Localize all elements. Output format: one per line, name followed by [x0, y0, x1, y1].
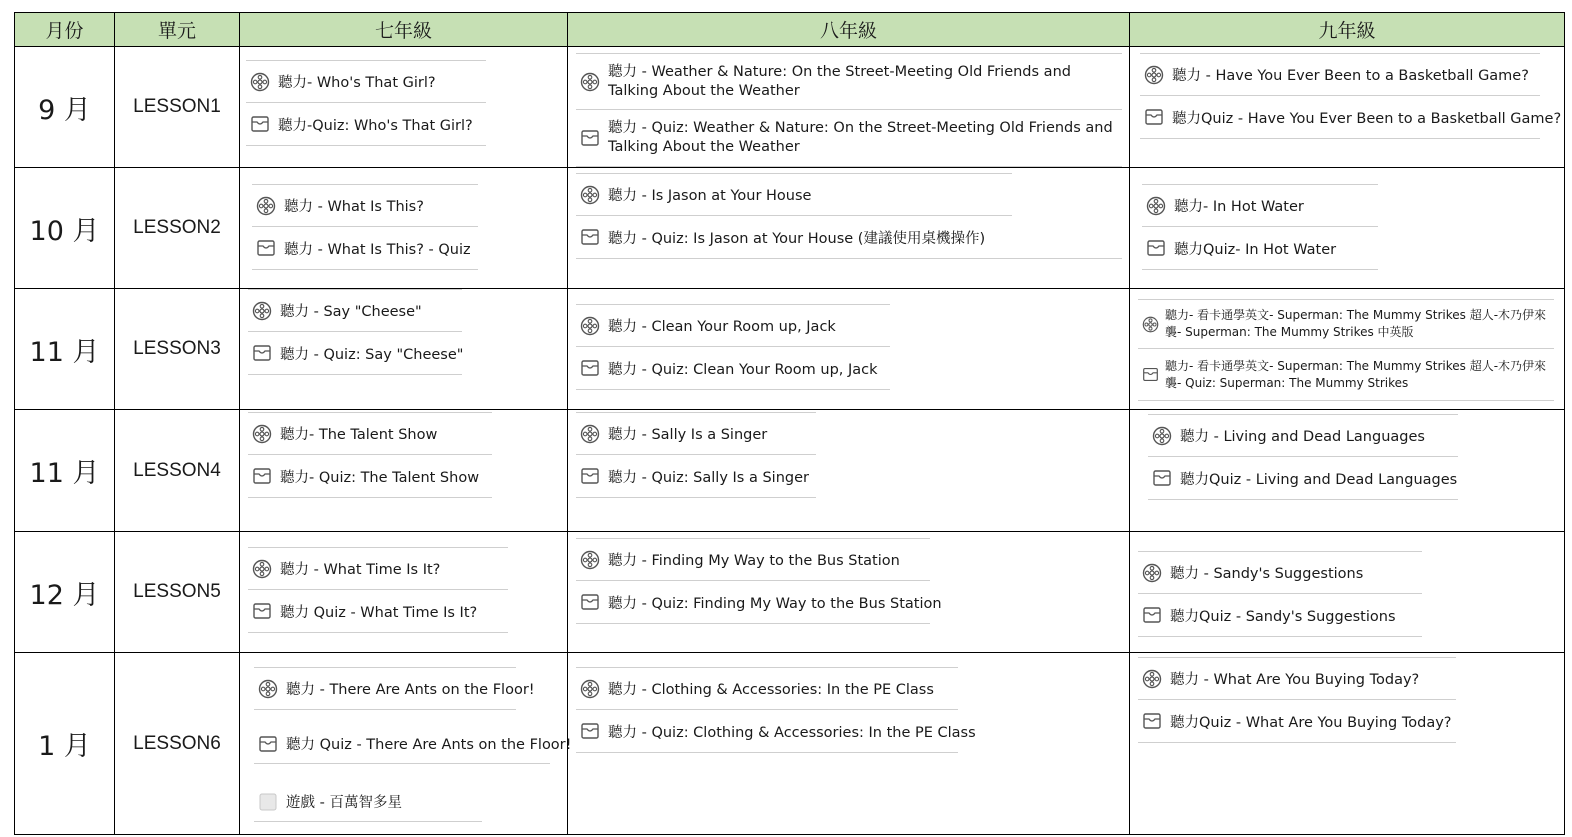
quiz-activity-link[interactable] — [576, 455, 816, 498]
inbox-tray-icon — [580, 592, 600, 612]
activity-label: 聽力Quiz - What Are You Buying Today? — [1170, 714, 1452, 731]
inbox-tray-icon — [580, 227, 600, 247]
listening-activity-link[interactable] — [576, 53, 1122, 110]
film-reel-icon — [580, 72, 600, 92]
grade-cell-g8 — [568, 653, 1130, 835]
header-unit: 單元 — [115, 13, 240, 47]
film-reel-icon — [580, 424, 600, 444]
inbox-tray-icon — [580, 128, 600, 148]
film-reel-icon — [580, 316, 600, 336]
inbox-tray-icon — [1146, 238, 1166, 258]
schedule-row — [15, 47, 1565, 168]
film-reel-icon — [252, 424, 272, 444]
inbox-tray-icon — [252, 343, 272, 363]
month-cell: 11 月 — [15, 410, 115, 532]
grade-cell-g9 — [1130, 47, 1565, 168]
listening-activity-link[interactable] — [254, 667, 535, 710]
activity-label: 聽力Quiz - Have You Ever Been to a Basketball Game? — [1172, 110, 1562, 127]
grade-cell-g7 — [240, 47, 568, 168]
header-grade8: 八年級 — [568, 13, 1130, 47]
activity-label: 聽力 - Have You Ever Been to a Basketball Game? — [1172, 68, 1529, 84]
activity-label: 聽力- Who's That Girl? — [278, 75, 436, 91]
activity-label: 聽力 - What Are You Buying Today? — [1170, 672, 1420, 688]
quiz-activity-link[interactable] — [248, 455, 492, 498]
activity-label: 聽力- The Talent Show — [280, 427, 438, 443]
grade-cell-g7 — [240, 410, 568, 532]
quiz-activity-link[interactable] — [1140, 96, 1562, 139]
quiz-activity-link[interactable] — [576, 581, 942, 624]
activity-label: 聽力- 看卡通學英文- Superman: The Mummy Strikes 超人-木乃伊來襲- Quiz: Superman: The Mummy Strikes — [1165, 358, 1547, 390]
schedule-row — [15, 410, 1565, 532]
header-month: 月份 — [15, 13, 115, 47]
activity-label: 聽力 - Quiz: Clean Your Room up, Jack — [608, 361, 878, 378]
quiz-activity-link[interactable] — [252, 227, 478, 270]
inbox-tray-icon — [1142, 605, 1162, 625]
activity-label: 聽力 - Quiz: Sally Is a Singer — [608, 469, 809, 486]
listening-activity-link[interactable] — [576, 538, 930, 581]
grade-cell-g9 — [1130, 653, 1565, 835]
grade-cell-g8 — [568, 168, 1130, 289]
activity-label: 聽力 - Sandy's Suggestions — [1170, 566, 1364, 582]
lesson-cell: LESSON2 — [115, 168, 240, 289]
film-reel-icon — [252, 301, 272, 321]
grade-cell-g8 — [568, 47, 1130, 168]
activity-label: 聽力 - Living and Dead Languages — [1180, 429, 1425, 445]
quiz-activity-link[interactable] — [576, 710, 976, 753]
listening-activity-link[interactable] — [248, 412, 492, 455]
inbox-tray-icon — [1144, 107, 1164, 127]
activity-label: 聽力- 看卡通學英文- Superman: The Mummy Strikes 超人-木乃伊來襲- Superman: The Mummy Strikes 中英版 — [1165, 308, 1547, 339]
activity-label: 聽力Quiz - Living and Dead Languages — [1180, 471, 1458, 488]
schedule-row — [15, 168, 1565, 289]
lesson-cell: LESSON4 — [115, 410, 240, 532]
lesson-cell: LESSON6 — [115, 653, 240, 835]
quiz-activity-link[interactable] — [1138, 349, 1554, 401]
listening-activity-link[interactable] — [252, 184, 478, 227]
activity-label: 聽力- In Hot Water — [1174, 199, 1304, 215]
listening-activity-link[interactable] — [246, 60, 486, 103]
activity-label: 聽力- Quiz: The Talent Show — [280, 469, 480, 486]
activity-label: 聽力 - Quiz: Say "Cheese" — [280, 346, 464, 363]
activity-label: 聽力 - Clothing & Accessories: In the PE Class — [608, 682, 934, 698]
quiz-activity-link[interactable] — [1142, 227, 1378, 270]
inbox-tray-icon — [1142, 366, 1159, 383]
listening-activity-link[interactable] — [248, 547, 508, 590]
listening-activity-link[interactable] — [576, 412, 816, 455]
activity-label: 聽力 Quiz - What Time Is It? — [280, 604, 478, 621]
inbox-tray-icon — [256, 238, 276, 258]
inbox-tray-icon — [580, 466, 600, 486]
listening-activity-link[interactable] — [576, 667, 958, 710]
lesson-cell: LESSON3 — [115, 289, 240, 410]
month-cell: 11 月 — [15, 289, 115, 410]
schedule-row — [15, 289, 1565, 410]
grade-cell-g9 — [1130, 532, 1565, 653]
grade-cell-g8 — [568, 532, 1130, 653]
film-reel-icon — [1142, 316, 1159, 333]
curriculum-table — [14, 12, 1565, 835]
inbox-tray-icon — [258, 734, 278, 754]
grade-cell-g7 — [240, 532, 568, 653]
inbox-tray-icon — [580, 358, 600, 378]
lesson-cell: LESSON5 — [115, 532, 240, 653]
grade-cell-g7 — [240, 289, 568, 410]
game-activity-link[interactable] — [254, 782, 482, 822]
activity-label: 聽力 - Quiz: Clothing & Accessories: In the PE Class — [608, 724, 976, 741]
film-reel-icon — [250, 72, 270, 92]
month-cell: 10 月 — [15, 168, 115, 289]
grade-cell-g8 — [568, 289, 1130, 410]
quiz-activity-link[interactable] — [246, 103, 486, 146]
film-reel-icon — [580, 550, 600, 570]
quiz-activity-link[interactable] — [248, 332, 462, 375]
month-cell: 1 月 — [15, 653, 115, 835]
grade-cell-g9 — [1130, 168, 1565, 289]
film-reel-icon — [1142, 669, 1162, 689]
grade-cell-g9 — [1130, 289, 1565, 410]
activity-label: 聽力Quiz- In Hot Water — [1174, 241, 1337, 258]
quiz-activity-link[interactable] — [1148, 457, 1458, 500]
quiz-activity-link[interactable] — [576, 347, 890, 390]
listening-activity-link[interactable] — [1138, 299, 1554, 349]
film-reel-icon — [1142, 563, 1162, 583]
film-reel-icon — [1146, 196, 1166, 216]
schedule-row — [15, 532, 1565, 653]
schedule-row — [15, 653, 1565, 835]
quiz-activity-link[interactable] — [248, 590, 508, 633]
activity-label: 遊戲 - 百萬智多星 — [286, 795, 402, 811]
activity-label: 聽力 - Quiz: Weather & Nature: On the Street-Meeting Old Friends and Talking About the Weather — [608, 120, 1113, 155]
activity-label: 聽力 Quiz - There Are Ants on the Floor! — [286, 737, 572, 753]
header-row — [15, 13, 1565, 47]
grade-cell-g9 — [1130, 410, 1565, 532]
grade-cell-g8 — [568, 410, 1130, 532]
quiz-activity-link[interactable] — [576, 110, 1122, 167]
listening-activity-link[interactable] — [1138, 657, 1456, 700]
month-cell: 12 月 — [15, 532, 115, 653]
grade-cell-g7 — [240, 168, 568, 289]
inbox-tray-icon — [252, 466, 272, 486]
activity-label: 聽力 - Finding My Way to the Bus Station — [608, 553, 900, 569]
activity-label: 聽力 - Sally Is a Singer — [608, 427, 768, 443]
inbox-tray-icon — [252, 601, 272, 621]
listening-activity-link[interactable] — [576, 173, 1012, 216]
listening-activity-link[interactable] — [1148, 414, 1458, 457]
month-cell: 9 月 — [15, 47, 115, 168]
activity-label: 聽力 - There Are Ants on the Floor! — [286, 682, 535, 698]
quiz-activity-link[interactable] — [1138, 700, 1456, 743]
activity-label: 聽力 - Weather & Nature: On the Street-Meeting Old Friends and Talking About the Weather — [608, 63, 1071, 99]
inbox-tray-icon — [250, 114, 270, 134]
film-reel-icon — [580, 185, 600, 205]
activity-label: 聽力 - What Is This? - Quiz — [284, 241, 471, 258]
activity-label: 聽力 - Quiz: Is Jason at Your House (建議使用桌機操作) — [608, 230, 986, 247]
quiz-activity-link[interactable] — [576, 216, 1122, 259]
activity-label: 聽力Quiz - Sandy's Suggestions — [1170, 608, 1396, 625]
header-grade7: 七年級 — [240, 13, 568, 47]
activity-label: 聽力 - Clean Your Room up, Jack — [608, 319, 836, 335]
listening-activity-link[interactable] — [1142, 184, 1378, 227]
quiz-activity-link[interactable] — [254, 724, 572, 764]
activity-label: 聽力 - Quiz: Finding My Way to the Bus Station — [608, 595, 942, 612]
quiz-activity-link[interactable] — [1138, 594, 1422, 637]
lesson-cell: LESSON1 — [115, 47, 240, 168]
listening-activity-link[interactable] — [248, 289, 462, 332]
listening-activity-link[interactable] — [576, 304, 890, 347]
film-reel-icon — [258, 679, 278, 699]
activity-label: 聽力 - What Is This? — [284, 199, 424, 215]
listening-activity-link[interactable] — [1140, 53, 1540, 96]
activity-label: 聽力 - Is Jason at Your House — [608, 188, 812, 204]
activity-label: 聽力-Quiz: Who's That Girl? — [278, 117, 473, 134]
film-reel-icon — [252, 559, 272, 579]
activity-label: 聽力 - What Time Is It? — [280, 562, 441, 578]
grade-cell-g7 — [240, 653, 572, 835]
game-tile-icon — [258, 792, 278, 812]
inbox-tray-icon — [1152, 468, 1172, 488]
film-reel-icon — [1144, 65, 1164, 85]
inbox-tray-icon — [580, 721, 600, 741]
film-reel-icon — [256, 196, 276, 216]
film-reel-icon — [580, 679, 600, 699]
listening-activity-link[interactable] — [1138, 551, 1422, 594]
inbox-tray-icon — [1142, 711, 1162, 731]
activity-label: 聽力 - Say "Cheese" — [280, 304, 422, 320]
header-grade9: 九年級 — [1130, 13, 1565, 47]
film-reel-icon — [1152, 426, 1172, 446]
